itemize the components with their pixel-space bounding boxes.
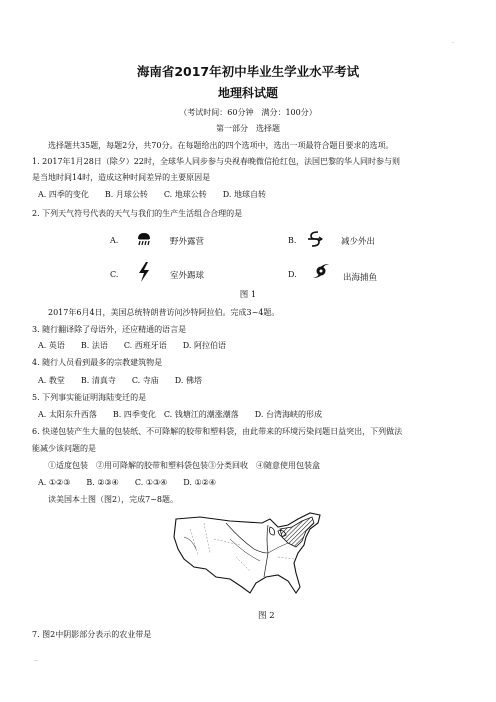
typhoon-icon xyxy=(312,262,328,278)
q6-options: A. ①②③ B. ②③④ C. ①③④ D. ①②④ xyxy=(38,478,217,487)
q6-line1: 6. 快递包装产生大量的包装纸、不可降解的胶带和塑料袋，由此带来的环境污染问题日益突出，下列做法 xyxy=(32,427,403,436)
q2-option-d-letter: D. xyxy=(288,270,297,279)
exam-title: 海南省2017年初中毕业生学业水平考试 xyxy=(136,64,360,79)
q6-choices: ①适度包装 ②用可降解的胶带和塑料袋包装③分类回收 ④随意使用包装盒 xyxy=(48,461,320,470)
q2-option-b-label: 减少外出 xyxy=(341,237,376,247)
q4-options: A. 教堂 B. 清真寺 C. 寺庙 D. 佛塔 xyxy=(38,376,202,385)
q3-options: A. 英语 B. 法语 C. 西班牙语 D. 阿拉伯语 xyxy=(38,341,226,350)
subject-title: 地理科试题 xyxy=(217,86,278,100)
figure2-caption: 图 2 xyxy=(258,611,275,621)
q5-options: A. 太阳东升西落 B. 四季变化 C. 钱塘江的潮涨潮落 D. 台湾海峡的形成 xyxy=(38,410,322,419)
lightning-icon xyxy=(136,262,152,278)
q2-option-c-letter: C. xyxy=(110,270,119,279)
context-q7-8: 读美国本土图（图2），完成7~8题。 xyxy=(48,495,178,504)
rainstorm-icon xyxy=(136,231,152,247)
sandstorm-icon xyxy=(307,230,323,246)
exam-info: （考试时间：60分钟 满分：100分） xyxy=(179,108,317,117)
q1-line1: 1. 2017年1月28日（除夕）22时，全球华人同步参与央视春晚微信抢红包，法国巴黎的华人同时参与则 xyxy=(32,157,400,166)
q6-line2: 能减少该问题的是 xyxy=(32,444,96,453)
q2-option-a-letter: A. xyxy=(110,236,119,245)
q4-stem: 4. 随行人员看到最多的宗教建筑物是 xyxy=(32,358,163,367)
corner-mark: . xyxy=(452,38,454,45)
q1-line2: 是当地时间14时，造成这种时间差异的主要原因是 xyxy=(32,173,211,182)
q2-stem: 2. 下列天气符号代表的天气与我们的生产生活组合合理的是 xyxy=(32,209,243,218)
us-map-figure xyxy=(170,509,326,603)
q2-option-a-label: 野外露营 xyxy=(170,237,205,247)
q7-stem: 7. 图2中阴影部分表示的农业带是 xyxy=(32,630,152,639)
q2-option-c-label: 室外踢球 xyxy=(170,271,205,281)
figure1-caption: 图 1 xyxy=(239,290,257,300)
q5-stem: 5. 下列事实能证明海陆变迁的是 xyxy=(32,393,147,402)
context-q3-4: 2017年6月4日，美国总统特朗普访问沙特阿拉伯。完成3~4题。 xyxy=(48,308,280,317)
instructions: 选择题共35题，每题2分，共70分。在每题给出的四个选项中，选出一项最符合题目要求的选项。 xyxy=(48,141,394,150)
q1-options: A. 四季的变化 B. 月球公转 C. 地球公转 D. 地球自转 xyxy=(38,190,266,199)
q2-option-b-letter: B. xyxy=(288,236,297,245)
q2-option-d-label: 出海捕鱼 xyxy=(343,273,378,283)
footer-mark: .. xyxy=(34,656,38,663)
q3-stem: 3. 随行翻译除了母语外，还应精通的语言是 xyxy=(32,325,187,334)
part-heading: 第一部分 选择题 xyxy=(216,124,280,133)
